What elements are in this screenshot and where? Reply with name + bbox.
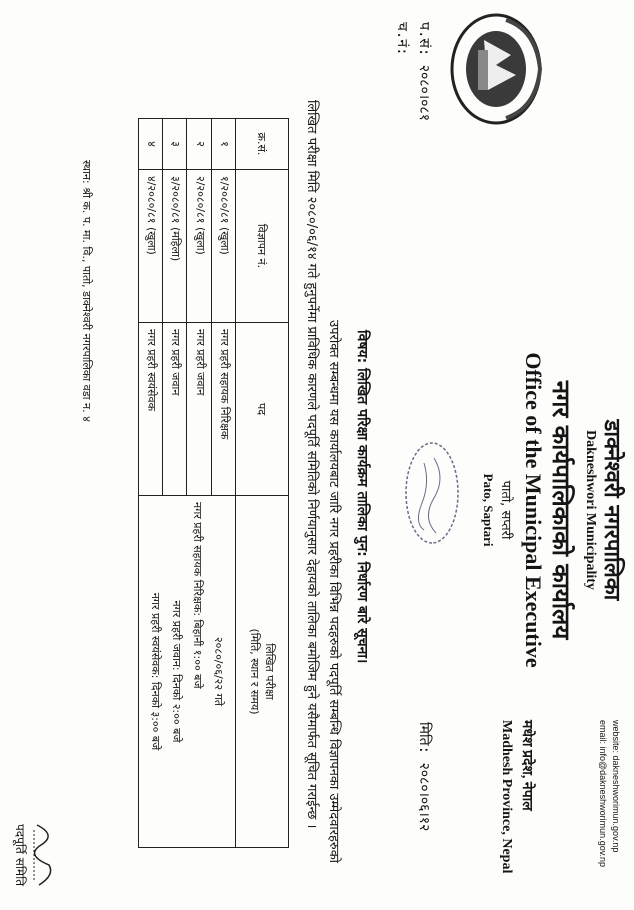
office-name-np: नगर कार्यपालिकाको कार्यालय [547,380,576,640]
cell-adv: १/२०८०/८१ (खुला) [211,170,235,323]
cell-adv: २/२०८०/८१ (खुला) [187,170,211,323]
cell-post: नगर प्रहरी जवान [187,323,211,496]
exam-header-title: लिखित परीक्षा [263,643,276,700]
nepal-emblem-icon [446,10,546,128]
col-header-post: पद [236,323,289,496]
signature-icon [29,820,59,890]
cell-adv: ४/२०८०/८१ (खुला) [139,170,163,323]
address-en: Pato, Saptari [481,473,496,547]
exam-venue: स्थान: श्री क. प. मा. वि., पातो, डाक्नेश्वरी नगरपालिका वडा न. ४ [80,160,93,422]
email-text: email: info@dakneshworimun.gov.np [598,720,608,868]
cell-post: नगर प्रहरी सहायक निरिक्षक [211,323,235,496]
province-en: Madhesh Province, Nepal [499,720,514,874]
col-header-exam [236,496,289,848]
office-name-en: Office of the Municipal Executive [521,352,546,668]
cell-sn: १ [211,119,235,170]
dispatch-number: च.नं: [394,22,410,56]
municipality-name-en: Dakneshwori Municipality [583,430,598,590]
address-np: पातो, सप्तरी [498,480,513,540]
exam-header-sub: (मिति, स्थान र समय) [248,628,261,715]
province-block [496,720,536,873]
province-np: मधेश प्रदेश, नेपाल [519,720,534,811]
website-text: website: dakneshworimun.gov.np [611,720,621,853]
exam-date: २०८०/०६/२२ गते [212,636,225,707]
cell-adv: ३/२०८०/८१ (महिला) [163,170,187,323]
cell-exam-schedule [139,496,236,848]
contact-block [596,720,622,867]
col-header-sn: क्र.सं. [236,119,289,170]
exam-time-jawan: नगर प्रहरी जवान: दिनको २:०० बजे [170,600,183,743]
cell-post: नगर प्रहरी स्वयंसेवक [139,323,163,496]
cell-sn: २ [187,119,211,170]
document-date: मिति: २०८०।०६।१२ [416,722,432,832]
signature-block [12,820,59,890]
col-header-adv: विज्ञापन नं. [236,170,289,323]
office-stamp-icon [400,438,464,548]
table-header-row [236,119,289,848]
exam-time-volunteer: नगर प्रहरी स्वयंसेवक: दिनको ३:०० बजे [149,592,162,751]
signature-label: पदपूर्ति समिति [13,823,27,887]
exam-schedule-table [138,118,289,848]
municipality-name-np: डाक्नेश्वरी नगरपालिका [599,419,625,601]
table-row [211,119,235,848]
cell-post: नगर प्रहरी जवान [163,323,187,496]
notice-body: उपरोक्त सम्बन्धमा यस कार्यालयबाट जारि नगर प्रहरीका विभिन्न पदहरुको पदपूर्ति सम्बन्धि विज्ञापनका उम्मेदवारहरुको लिखित परीक्षा मिति २०८०/०६/१४ गते हुनुपर्नेमा प्राविधिक कारणले पदपूर्ति समितिको निर्णयानुसार देहायको तालिका बमोजिम हुने यसैमार्फत सूचित गराईन्छ । [304,100,341,864]
cell-sn: ३ [163,119,187,170]
notice-subject: विषय: लिखित परिक्षा कार्यक्रम तालिका पुन: निर्धारण बारे सूचना। [354,330,370,664]
reference-number: प.सं: २०८०।०८१ [416,22,432,121]
cell-sn: ४ [139,119,163,170]
exam-time-asi: नगर प्रहरी सहायक निरिक्षक: बिहानी १:०० बजे [191,502,204,689]
